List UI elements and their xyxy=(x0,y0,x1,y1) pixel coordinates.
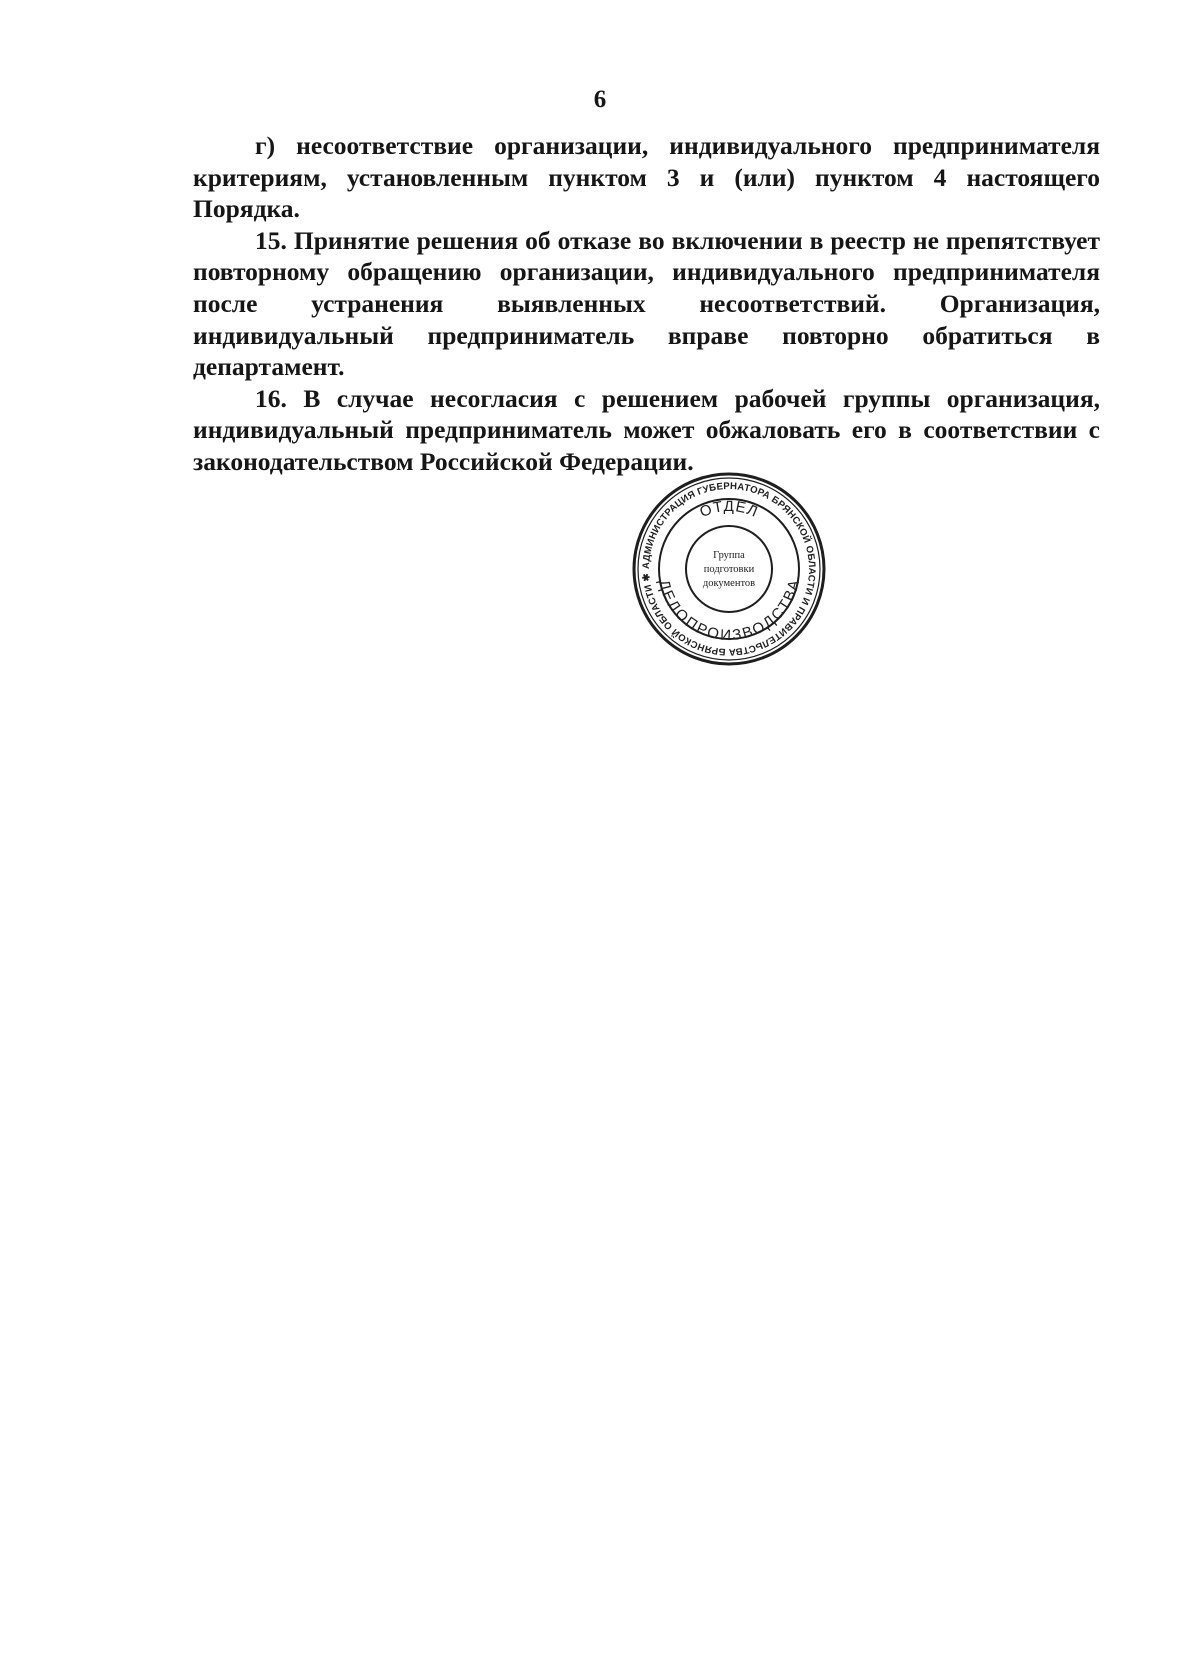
seal-graphic xyxy=(631,471,827,667)
paragraph-15: 15. Принятие решения об отказе во включении в реестр не препятствует повторному обращению организации, индивидуального предпринимателя после устранения выявленных несоответствий. Организация, индивидуальный предприниматель вправе повторно обратиться в департамент. xyxy=(193,225,1100,382)
seal-center-line: документов xyxy=(702,578,756,589)
paragraph-item-g: г) несоответствие организации, индивидуального предпринимателя критериям, установленным пунктом 3 и (или) пунктом 4 настоящего Порядка. xyxy=(193,131,1100,224)
seal-middle-top-text: ОТДЕЛ xyxy=(697,497,761,521)
seal-middle-bottom-text: ДЕЛОПРОИЗВОДСТВА xyxy=(654,578,804,645)
seal-outer-text: АДМИНИСТРАЦИЯ ГУБЕРНАТОРА БРЯНСКОЙ ОБЛАСТИ И ПРАВИТЕЛЬСТВА БРЯНСКОЙ ОБЛАСТИ ✱ xyxy=(640,480,818,658)
page-number: 6 xyxy=(593,86,607,113)
seal-center-line: подготовки xyxy=(703,564,755,575)
paragraph-16: 16. В случае несогласия с решением рабочей группы организация, индивидуальный предприниматель может обжаловать его в соответствии с законодательством Российской Федерации. xyxy=(193,383,1100,476)
seal-center-text xyxy=(703,550,755,589)
official-seal-stamp xyxy=(631,471,827,667)
seal-center-line: Группа xyxy=(713,550,745,561)
document-body xyxy=(193,130,1100,478)
